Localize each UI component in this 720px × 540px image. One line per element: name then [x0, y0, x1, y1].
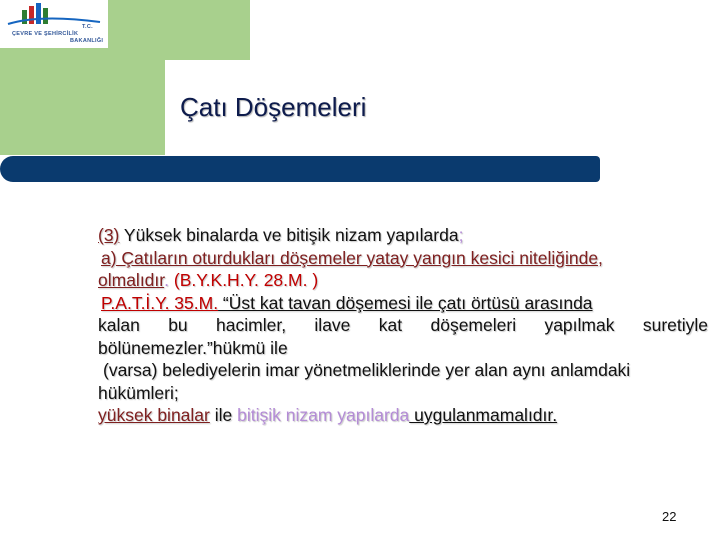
item-a-line-2	[98, 269, 708, 292]
divider-bar	[170, 156, 600, 182]
item-a-lead: a) Çatıların oturdukları döşemeler yatay yangın kesici niteliğinde,	[101, 247, 603, 268]
patiy-line-2: kalan bu hacimler, ilave kat döşemeleri yapılmak suretiyle	[98, 315, 708, 335]
conclusion-line	[98, 404, 708, 427]
slide-body	[98, 224, 708, 427]
conclusion-not-applied: uygulanmamalıdır.	[409, 405, 558, 425]
bylaw-line-1: (varsa) belediyelerin imar yönetmeliklerinde yer alan aynı anlamdaki	[103, 360, 631, 380]
bylaw-line-2: hükümleri;	[98, 382, 179, 403]
patiy-line-1	[98, 292, 708, 315]
item-a-tail: olmalıdır	[98, 270, 165, 290]
logo-line-1: T.C.	[82, 24, 93, 30]
item-a-dot: .	[164, 270, 170, 290]
item-a-reference: (B.Y.K.H.Y. 28.M. )	[169, 270, 319, 290]
conclusion-adjacent: bitişik nizam yapılarda	[237, 405, 410, 425]
page-number: 22	[662, 509, 677, 524]
logo-line-3: BAKANLIĞI	[70, 38, 104, 44]
item-a-line-1	[98, 247, 708, 270]
patiy-reference: P.A.T.İ.Y. 35.M.	[101, 292, 219, 313]
clause-semicolon: ;	[458, 225, 464, 245]
logo-line-2: ÇEVRE VE ŞEHİRCİLİK	[12, 31, 79, 37]
slide-title: Çatı Döşemeleri	[180, 92, 367, 122]
patiy-quote-start: “Üst kat tavan döşemesi ile çatı örtüsü arasında	[218, 292, 593, 313]
clause-number: (3)	[98, 225, 120, 245]
clause-text: Yüksek binalarda ve bitişik nizam yapılarda	[119, 225, 459, 245]
patiy-line-3: bölünemezler.”hükmü ile	[98, 337, 288, 358]
ministry-logo	[0, 0, 108, 48]
paragraph-3	[98, 224, 708, 247]
conclusion-with: ile	[209, 405, 238, 425]
conclusion-tall-buildings: yüksek binalar	[98, 405, 210, 425]
